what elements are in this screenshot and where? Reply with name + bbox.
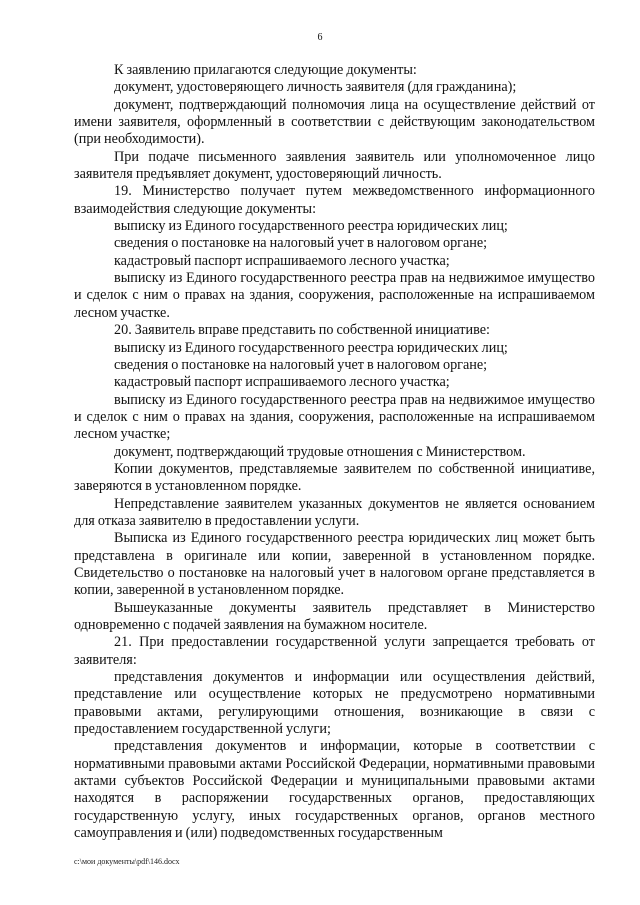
paragraph: кадастровый паспорт испрашиваемого лесного участка; <box>114 374 450 391</box>
paragraph: представления документов и информации, которые в соответствии с нормативными правовыми актами Российской Федерации, нормативными правовыми актами субъектов Российской Федерации и муниципальными правовыми актами находятся в распоряжении государственных органов, предоставляющих государственную услугу, иных государственных органов, органов местного самоуправления и (или) подведомственных государственным <box>74 738 595 842</box>
paragraph: выписку из Единого государственного реестра прав на недвижимое имущество и сделок с ним о правах на здания, сооружения, расположенные на испрашиваемом лесном участке; <box>74 391 595 443</box>
paragraph: К заявлению прилагаются следующие документы: <box>114 62 417 78</box>
paragraph: представления документов и информации или осуществления действий, представление или осуществление которых не предусмотрено нормативными правовыми актами, регулирующими отношения, возникающие в связи с предоставлением государственной услуги; <box>74 669 595 738</box>
paragraph: Копии документов, представляемые заявителем по собственной инициативе, заверяются в установленном порядке. <box>74 460 595 495</box>
paragraph: 20. Заявитель вправе представить по собственной инициативе: <box>114 322 490 339</box>
document-body <box>74 62 595 842</box>
paragraph: документ, подтверждающий полномочия лица на осуществление действий от имени заявителя, оформленный в соответствии с действующим законодательством (при необходимости). <box>74 96 595 148</box>
footer-file-path: c:\мои документы\pdf\146.docx <box>74 857 180 866</box>
paragraph: кадастровый паспорт испрашиваемого лесного участка; <box>114 252 450 269</box>
paragraph: выписку из Единого государственного реестра юридических лиц; <box>114 218 508 235</box>
paragraph: сведения о постановке на налоговый учет в налоговом органе; <box>114 235 488 252</box>
paragraph: выписку из Единого государственного реестра прав на недвижимое имущество и сделок с ним о правах на здания, сооружения, расположенные на испрашиваемом лесном участке. <box>74 270 595 321</box>
paragraph: Вышеуказанные документы заявитель представляет в Министерство одновременно с подачей заявления на бумажном носителе. <box>74 599 595 633</box>
paragraph: Непредставление заявителем указанных документов не является основанием для отказа заявителю в предоставлении услуги. <box>74 495 595 529</box>
paragraph: выписку из Единого государственного реестра юридических лиц; <box>114 339 508 356</box>
paragraph: При подаче письменного заявления заявитель или уполномоченное лицо заявителя предъявляет документ, удостоверяющий личность. <box>74 148 595 183</box>
paragraph: документ, подтверждающий трудовые отношения с Министерством. <box>114 443 526 460</box>
paragraph: 21. При предоставлении государственной услуги запрещается требовать от заявителя: <box>74 634 595 668</box>
paragraph: 19. Министерство получает путем межведомственного информационного взаимодействия следующие документы: <box>74 183 595 217</box>
page-number: 6 <box>317 32 323 43</box>
paragraph: документ, удостоверяющего личность заявителя (для гражданина); <box>114 79 517 96</box>
paragraph: Выписка из Единого государственного реестра юридических лиц может быть представлена в оригинале или копии, заверенной в установленном порядке. Свидетельство о постановке на налоговый учет в налоговом органе представляется в копии, заверенной в установленном порядке. <box>74 530 595 599</box>
paragraph: сведения о постановке на налоговый учет в налоговом органе; <box>114 356 488 373</box>
